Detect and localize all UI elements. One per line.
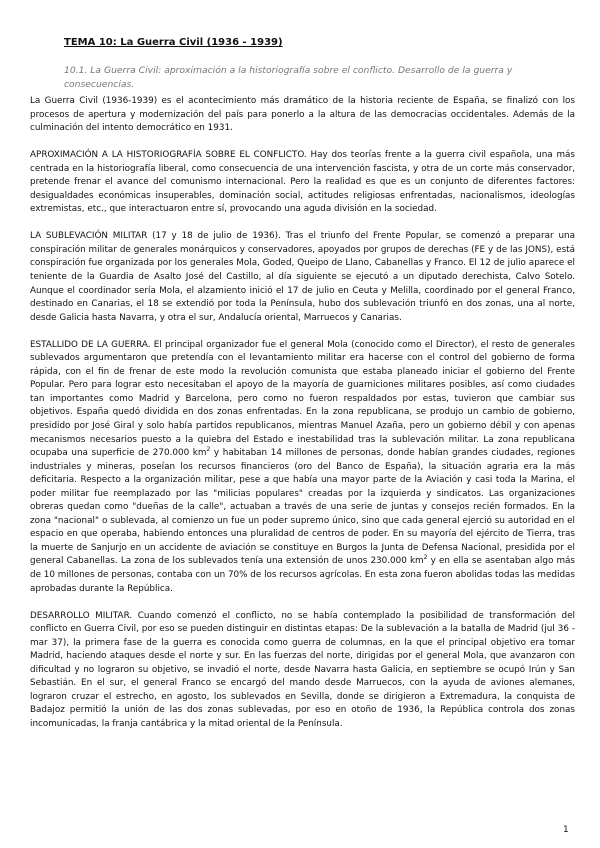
document-body [30,95,575,745]
superscript-1: 2 [206,446,211,454]
paragraph-sublevacion: LA SUBLEVACIÓN MILITAR (17 y 18 de julio de 1936). Tras el triunfo del Frente Popular, se comenzó a preparar una conspiración militar de generales monárquicos y conservadores, apoyados por grupos de derechas (FE y de las JONS), está conspiración fue organizada por los generales Mola, Goded, Queipo de Llano, Cabanellas y Franco. El 12 de julio aparece el teniente de la Guardia de Asalto José del Castillo, al día siguiente se ejecutó a un diputado derechista, Calvo Sotelo. Aunque el coordinador sería Mola, el alzamiento inició el 17 de julio en Ceuta y Melilla, coordinado por el general Franco, destinado en Canarias, el 18 se extendió por toda la Península, hubo dos sublevación triunfó en dos zonas, una al norte, desde Galicia hasta Navarra, y otra el sur, Andalucía oriental, Marruecos y Canarias. [30,231,575,323]
superscript-2: 2 [423,554,428,562]
paragraph-desarrollo: DESARROLLO MILITAR. Cuando comenzó el conflicto, no se había contemplado la posibilidad de transformación del conflicto en Guerra Civil, por eso se pueden distinguir en distintas etapas: De la sublevación a la batalla de Madrid (jul 36 - mar 37), la primera fase de la guerra es conocida como guerra de columnas, en la que el principal objetivo era tomar Madrid, haciendo ataques desde el norte y sur. En las fuerzas del norte, dirigidas por el general Mola, que avanzaron con dificultad y no lograron su objetivo, se invadió el norte, desde Navarra hasta Galicia, en septiembre se ocupó Irún y San Sebastián. En el sur, el general Franco se encargó del mando desde Marruecos, con la ayuda de aviones alemanes, lograron cruzar el estrecho, en agosto, los sublevados en Sevilla, donde se dirigieron a Extremadura, la conquista de Badajoz permitió la unión de las dos zonas sublevadas, por eso en otoño de 1936, la República controla dos zonas incomunicadas, la franja cantábrica y la mitad oriental de la Península. [30,610,575,729]
paragraph-intro: La Guerra Civil (1936-1939) es el acontecimiento más dramático de la historia reciente de España, se finalizó con los procesos de apertura y modernización del país para ponerlo a la altura de las democracias occidentales. Además de la culminación del intento democrático en 1931. [30,96,575,134]
paragraph-aproximacion: APROXIMACIÓN A LA HISTORIOGRAFÍA SOBRE EL CONFLICTO. Hay dos teorías frente a la guerra civil española, una más centrada en la historiografía liberal, como consecuencia de una intervención fascista, y otra de un corte más conservador, pretende frenar el avance del comunismo internacional. Pero la realidad es que es un conjunto de diferentes factores: desigualdades económicas insuperables, dominación social, actitudes religiosas enfrentadas, nacionalismos, ideologías extremistas, etc., que interactuaron entre sí, provocando una aguda división en la sociedad. [30,150,575,215]
estallido-text-a: ESTALLIDO DE LA GUERRA. El principal organizador fue el general Mola (conocido como el Director), el resto de generales sublevados argumentaron que pretendía con el levantamiento militar era hacerse con el control del gobierno de forma rápida, con el fin de frenar de este modo la revolución comunista que estaba planeado iniciar el gobierno del Frente Popular. Pero para lograr esto necesitaban el apoyo de la mayoría de guarniciones militares posibles, así como ciudades tan importantes como Madrid y Barcelona, pero como no fueron respaldados por estas, tuvieron que cambiar sus objetivos. España quedó dividida en dos zonas enfrentadas. En la zona republicana, se produjo un cambio de gobierno, presidido por José Giral y solo había partidos republicanos, mientras Manuel Azaña, pero un gobierno débil y con apenas mecanismos necesarios puesto a la quiebra del Estado e inestabilidad tras la sublevación militar. La zona republicana ocupaba una superficie de 270.000 km [30,339,575,459]
page-number: 1 [563,825,569,835]
section-subtitle: 10.1. La Guerra Civil: aproximación a la historiografía sobre el conflicto. Desarrollo de la guerra y consecuencias. [64,65,513,90]
document-title: TEMA 10: La Guerra Civil (1936 - 1939) [64,37,283,48]
estallido-text-b: y habitaban 14 millones de personas, donde habían grandes ciudades, regiones industriales y mineras, poseían los recursos financieros (oro del Banco de España), la situación agraria era la más deficitaria. Respecto a la organización militar, pese a que había una mayor parte de la Aviación y casi toda la Marina, el poder militar fue reemplazado por las "milicias populares" creadas por la izquierda y sindicatos. Las organizaciones obreras quedan como "dueñas de la calle", actuaban a través de una serie de juntas y consejos recién formados. En la zona "nacional" o sublevada, al comienzo un fue un poder supremo único, sino que cada general ejerció su autoridad en el espacio en que operaba, habiendo entonces una pluralidad de centros de poder. En su mayoría del ejército de Tierra, tras la muerte de Sanjurjo en un accidente de aviación se constituye en Burgos la Junta de Defensa Nacional, presidida por el general Cabanellas. La zona de los sublevados tenía una extensión de unos 230.000 km [30,448,575,567]
paragraph-estallido [30,339,575,596]
estallido-text-c: y en ella se asentaban algo más de 10 millones de personas, contaba con un 70% de los recursos agrícolas. En esta zona fueron abolidas todas las medidas aprobadas durante la República. [30,556,576,594]
